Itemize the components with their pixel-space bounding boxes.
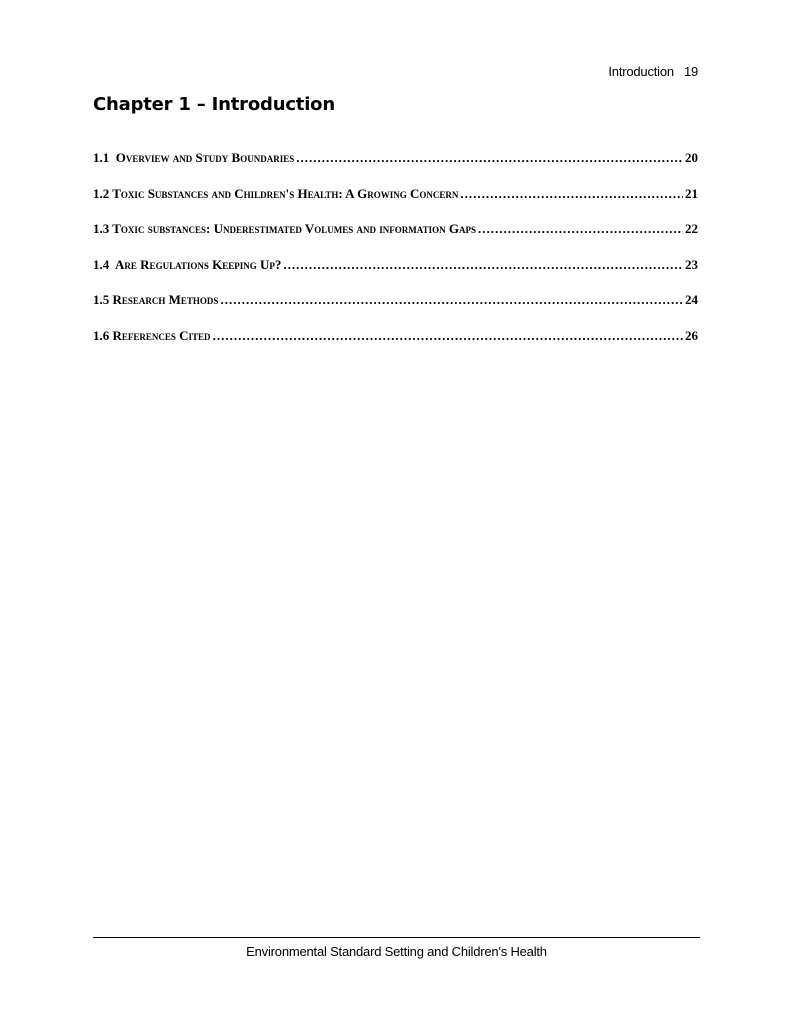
toc-entry-title: 1.1 Overview and Study Boundaries <box>93 150 295 165</box>
toc-dot-leader <box>296 150 683 166</box>
toc-entry-title: 1.6 References Cited <box>93 327 211 343</box>
running-footer: Environmental Standard Setting and Children's Health <box>246 944 547 959</box>
toc-dot-leader <box>460 186 683 202</box>
toc-dot-leader <box>283 257 683 273</box>
toc-entry[interactable] <box>93 150 698 170</box>
header-section: Introduction <box>608 64 674 79</box>
footer-rule <box>93 937 700 938</box>
toc-entry-page: 23 <box>685 256 698 272</box>
toc-entry-page: 21 <box>685 185 698 201</box>
table-of-contents <box>93 150 698 363</box>
toc-entry[interactable] <box>93 186 698 206</box>
toc-dot-leader <box>213 328 683 344</box>
toc-entry-page: 24 <box>685 292 698 307</box>
toc-entry[interactable] <box>93 221 698 241</box>
toc-entry-page: 22 <box>685 221 698 236</box>
running-header <box>608 64 698 79</box>
chapter-title: Chapter 1 – Introduction <box>93 94 335 115</box>
toc-entry[interactable] <box>93 328 698 348</box>
toc-entry[interactable] <box>93 257 698 277</box>
toc-entry-page: 26 <box>685 327 698 343</box>
toc-dot-leader <box>220 292 683 308</box>
toc-entry-title: 1.5 Research Methods <box>93 292 219 307</box>
toc-dot-leader <box>478 221 683 237</box>
header-page-number: 19 <box>683 64 698 79</box>
toc-entry-page: 20 <box>685 150 698 165</box>
toc-entry[interactable] <box>93 292 698 312</box>
toc-entry-title: 1.2 Toxic Substances and Children's Health: A Growing Concern <box>93 185 459 201</box>
toc-entry-title: 1.4 Are Regulations Keeping Up? <box>93 256 282 272</box>
toc-entry-title: 1.3 Toxic substances: Underestimated Volumes and information Gaps <box>93 221 476 236</box>
